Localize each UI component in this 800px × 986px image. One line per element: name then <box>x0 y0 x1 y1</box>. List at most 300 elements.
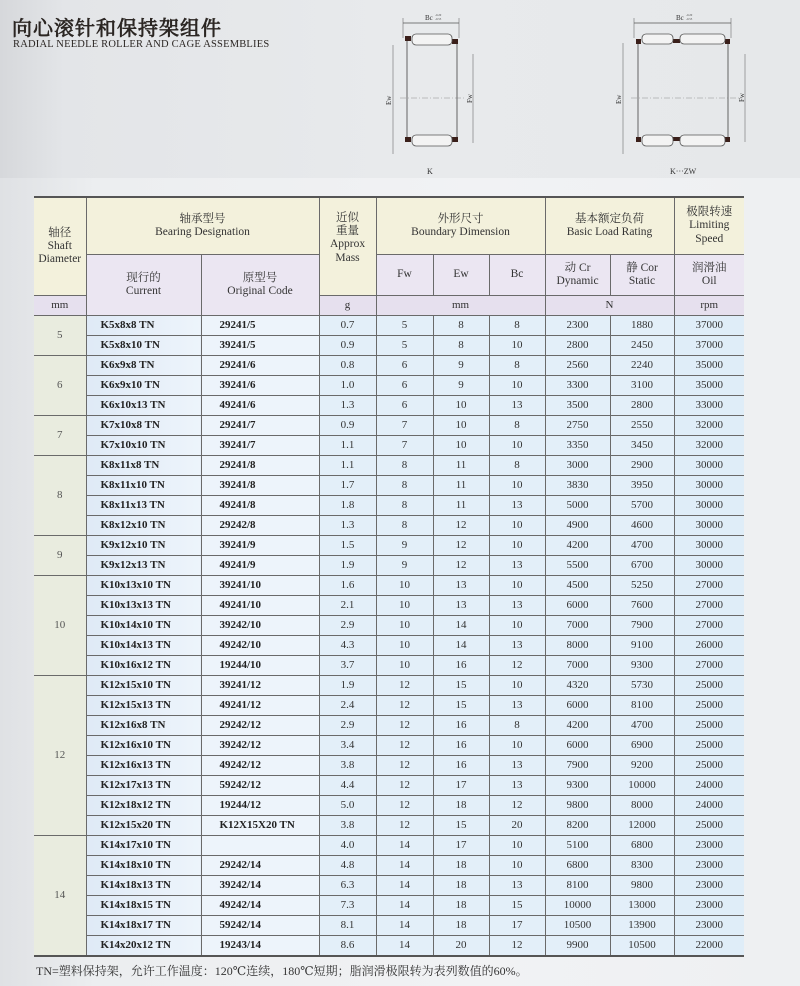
table-row <box>34 436 744 456</box>
original-code-cell: 19244/12 <box>201 796 319 816</box>
oil-speed-cell: 27000 <box>674 616 744 636</box>
bc-cell: 20 <box>489 816 545 836</box>
approx-mass-cell: 2.9 <box>319 616 376 636</box>
approx-mass-cell: 4.0 <box>319 836 376 856</box>
oil-speed-cell: 26000 <box>674 636 744 656</box>
fw-cell: 12 <box>376 816 433 836</box>
table-row <box>34 456 744 476</box>
current-designation-cell: K6x10x13 TN <box>86 396 201 416</box>
ew-cell: 9 <box>433 356 489 376</box>
table-row <box>34 536 744 556</box>
ew-cell: 10 <box>433 436 489 456</box>
fw-cell: 5 <box>376 336 433 356</box>
dynamic-load-cell: 2560 <box>545 356 610 376</box>
oil-speed-cell: 30000 <box>674 476 744 496</box>
approx-mass-cell: 4.8 <box>319 856 376 876</box>
dynamic-load-cell: 9300 <box>545 776 610 796</box>
dynamic-load-cell: 9900 <box>545 936 610 957</box>
table-row <box>34 716 744 736</box>
fw-cell: 14 <box>376 876 433 896</box>
original-code-cell: 39241/9 <box>201 536 319 556</box>
table-row <box>34 356 744 376</box>
table-row <box>34 876 744 896</box>
dynamic-load-cell: 7000 <box>545 656 610 676</box>
fw-cell: 8 <box>376 496 433 516</box>
dynamic-load-cell: 4900 <box>545 516 610 536</box>
oil-speed-cell: 22000 <box>674 936 744 957</box>
header-ew: Ew <box>433 255 489 296</box>
fw-cell: 7 <box>376 436 433 456</box>
static-load-cell: 9800 <box>610 876 674 896</box>
static-load-cell: 4600 <box>610 516 674 536</box>
fw-cell: 12 <box>376 676 433 696</box>
original-code-cell: 49241/8 <box>201 496 319 516</box>
dynamic-load-cell: 10000 <box>545 896 610 916</box>
original-code-cell: K12X15X20 TN <box>201 816 319 836</box>
approx-mass-cell: 0.8 <box>319 356 376 376</box>
fw-cell: 9 <box>376 556 433 576</box>
diagram-k-label: K <box>427 167 433 176</box>
current-designation-cell: K14x18x13 TN <box>86 876 201 896</box>
original-code-cell: 29241/6 <box>201 356 319 376</box>
bc-cell: 17 <box>489 916 545 936</box>
bc-cell: 15 <box>489 896 545 916</box>
current-designation-cell: K5x8x8 TN <box>86 316 201 336</box>
ew-cell: 13 <box>433 576 489 596</box>
header-bearing-designation: 轴承型号 Bearing Designation <box>86 197 319 255</box>
original-code-cell: 19244/10 <box>201 656 319 676</box>
oil-speed-cell: 25000 <box>674 696 744 716</box>
static-load-cell: 8300 <box>610 856 674 876</box>
current-designation-cell: K9x12x13 TN <box>86 556 201 576</box>
approx-mass-cell: 1.9 <box>319 556 376 576</box>
current-designation-cell: K8x11x13 TN <box>86 496 201 516</box>
bc-cell: 13 <box>489 776 545 796</box>
dynamic-load-cell: 8200 <box>545 816 610 836</box>
approx-mass-cell: 3.4 <box>319 736 376 756</box>
oil-speed-cell: 32000 <box>674 416 744 436</box>
current-designation-cell: K5x8x10 TN <box>86 336 201 356</box>
static-load-cell: 12000 <box>610 816 674 836</box>
header-approx-mass: 近似 重量 Approx Mass <box>319 197 376 296</box>
ew-cell: 18 <box>433 876 489 896</box>
fw-cell: 14 <box>376 836 433 856</box>
current-designation-cell: K10x13x10 TN <box>86 576 201 596</box>
current-designation-cell: K7x10x10 TN <box>86 436 201 456</box>
dynamic-load-cell: 5000 <box>545 496 610 516</box>
fw-cell: 10 <box>376 616 433 636</box>
ew-cell: 15 <box>433 696 489 716</box>
ew-cell: 15 <box>433 816 489 836</box>
ew-cell: 18 <box>433 856 489 876</box>
original-code-cell: 39241/10 <box>201 576 319 596</box>
bc-cell: 10 <box>489 476 545 496</box>
static-load-cell: 4700 <box>610 716 674 736</box>
static-load-cell: 3950 <box>610 476 674 496</box>
table-row <box>34 776 744 796</box>
dynamic-load-cell: 4500 <box>545 576 610 596</box>
dynamic-load-cell: 6000 <box>545 736 610 756</box>
static-load-cell: 5730 <box>610 676 674 696</box>
current-designation-cell: K6x9x8 TN <box>86 356 201 376</box>
dynamic-load-cell: 3000 <box>545 456 610 476</box>
spec-table-body <box>34 316 744 957</box>
table-row <box>34 576 744 596</box>
table-row <box>34 896 744 916</box>
fw-cell: 12 <box>376 796 433 816</box>
bc-cell: 10 <box>489 676 545 696</box>
shaft-diameter-cell: 12 <box>34 676 86 836</box>
oil-speed-cell: 30000 <box>674 556 744 576</box>
bc-cell: 12 <box>489 656 545 676</box>
unit-shaft: mm <box>34 296 86 316</box>
ew-cell: 12 <box>433 556 489 576</box>
table-row <box>34 516 744 536</box>
current-designation-cell: K10x13x13 TN <box>86 596 201 616</box>
current-designation-cell: K12x15x13 TN <box>86 696 201 716</box>
page-title-cn: 向心滚针和保持架组件 <box>12 18 222 40</box>
approx-mass-cell: 0.7 <box>319 316 376 336</box>
ew-cell: 11 <box>433 476 489 496</box>
oil-speed-cell: 35000 <box>674 356 744 376</box>
shaft-diameter-cell: 7 <box>34 416 86 456</box>
static-load-cell: 7600 <box>610 596 674 616</box>
original-code-cell: 29241/7 <box>201 416 319 436</box>
fw-cell: 6 <box>376 356 433 376</box>
original-code-cell: 39241/12 <box>201 676 319 696</box>
static-load-cell: 13900 <box>610 916 674 936</box>
current-designation-cell: K14x18x17 TN <box>86 916 201 936</box>
bc-cell: 13 <box>489 756 545 776</box>
original-code-cell: 39241/6 <box>201 376 319 396</box>
dynamic-load-cell: 3350 <box>545 436 610 456</box>
oil-speed-cell: 30000 <box>674 456 744 476</box>
table-row <box>34 376 744 396</box>
tol-lower: -0.55 <box>686 17 693 21</box>
original-code-cell: 39242/10 <box>201 616 319 636</box>
approx-mass-cell: 0.9 <box>319 416 376 436</box>
table-row <box>34 756 744 776</box>
ew-cell: 8 <box>433 316 489 336</box>
dynamic-load-cell: 2300 <box>545 316 610 336</box>
oil-speed-cell: 30000 <box>674 516 744 536</box>
oil-speed-cell: 37000 <box>674 316 744 336</box>
header-current: 现行的 Current <box>86 255 201 316</box>
table-row <box>34 336 744 356</box>
approx-mass-cell: 1.9 <box>319 676 376 696</box>
approx-mass-cell: 4.3 <box>319 636 376 656</box>
table-row <box>34 696 744 716</box>
tol-upper: -0.20 <box>686 13 693 17</box>
original-code-cell: 39241/7 <box>201 436 319 456</box>
fw-cell: 8 <box>376 456 433 476</box>
original-code-cell: 49241/9 <box>201 556 319 576</box>
approx-mass-cell: 1.5 <box>319 536 376 556</box>
diagram-k-zw <box>606 8 766 178</box>
header-limiting-speed: 极限转速 Limiting Speed <box>674 197 744 255</box>
bc-cell: 8 <box>489 416 545 436</box>
table-row <box>34 496 744 516</box>
ew-cell: 20 <box>433 936 489 957</box>
current-designation-cell: K14x18x10 TN <box>86 856 201 876</box>
fw-cell: 12 <box>376 756 433 776</box>
original-code-cell: 29241/5 <box>201 316 319 336</box>
ew-cell: 16 <box>433 716 489 736</box>
ew-cell: 9 <box>433 376 489 396</box>
approx-mass-cell: 2.4 <box>319 696 376 716</box>
needle-cage-kzw-drawing <box>606 8 766 178</box>
dynamic-load-cell: 5100 <box>545 836 610 856</box>
static-load-cell: 10000 <box>610 776 674 796</box>
static-load-cell: 10500 <box>610 936 674 957</box>
oil-speed-cell: 27000 <box>674 596 744 616</box>
current-designation-cell: K12x18x12 TN <box>86 796 201 816</box>
dim-bc-label: Bc <box>676 14 684 22</box>
table-row <box>34 736 744 756</box>
current-designation-cell: K12x15x20 TN <box>86 816 201 836</box>
ew-cell: 11 <box>433 456 489 476</box>
fw-cell: 7 <box>376 416 433 436</box>
shaft-diameter-cell: 5 <box>34 316 86 356</box>
shaft-diameter-cell: 8 <box>34 456 86 536</box>
fw-cell: 12 <box>376 776 433 796</box>
approx-mass-cell: 2.9 <box>319 716 376 736</box>
static-load-cell: 2240 <box>610 356 674 376</box>
static-load-cell: 1880 <box>610 316 674 336</box>
dynamic-load-cell: 10500 <box>545 916 610 936</box>
fw-cell: 10 <box>376 656 433 676</box>
approx-mass-cell: 3.7 <box>319 656 376 676</box>
current-designation-cell: K12x16x10 TN <box>86 736 201 756</box>
approx-mass-cell: 1.3 <box>319 396 376 416</box>
bc-cell: 10 <box>489 536 545 556</box>
dynamic-load-cell: 4200 <box>545 716 610 736</box>
fw-cell: 6 <box>376 396 433 416</box>
approx-mass-cell: 1.3 <box>319 516 376 536</box>
oil-speed-cell: 27000 <box>674 656 744 676</box>
original-code-cell: 49242/14 <box>201 896 319 916</box>
fw-cell: 10 <box>376 576 433 596</box>
original-code-cell: 39241/8 <box>201 476 319 496</box>
approx-mass-cell: 6.3 <box>319 876 376 896</box>
ew-cell: 13 <box>433 596 489 616</box>
current-designation-cell: K7x10x8 TN <box>86 416 201 436</box>
current-designation-cell: K10x14x13 TN <box>86 636 201 656</box>
fw-cell: 5 <box>376 316 433 336</box>
ew-cell: 16 <box>433 656 489 676</box>
approx-mass-cell: 7.3 <box>319 896 376 916</box>
bc-cell: 10 <box>489 736 545 756</box>
bc-cell: 10 <box>489 436 545 456</box>
approx-mass-cell: 4.4 <box>319 776 376 796</box>
unit-boundary: mm <box>376 296 545 316</box>
approx-mass-cell: 2.1 <box>319 596 376 616</box>
diagram-kzw-label: K···ZW <box>670 167 697 176</box>
current-designation-cell: K14x20x12 TN <box>86 936 201 957</box>
ew-cell: 14 <box>433 616 489 636</box>
dynamic-load-cell: 7000 <box>545 616 610 636</box>
table-row <box>34 416 744 436</box>
static-load-cell: 9200 <box>610 756 674 776</box>
original-code-cell: 49242/12 <box>201 756 319 776</box>
dynamic-load-cell: 3830 <box>545 476 610 496</box>
bc-cell: 10 <box>489 856 545 876</box>
static-load-cell: 8100 <box>610 696 674 716</box>
static-load-cell: 6900 <box>610 736 674 756</box>
ew-cell: 16 <box>433 756 489 776</box>
bc-cell: 10 <box>489 376 545 396</box>
static-load-cell: 7900 <box>610 616 674 636</box>
bc-cell: 12 <box>489 796 545 816</box>
dynamic-load-cell: 4200 <box>545 536 610 556</box>
bc-cell: 13 <box>489 876 545 896</box>
dynamic-load-cell: 7900 <box>545 756 610 776</box>
dynamic-load-cell: 2750 <box>545 416 610 436</box>
bc-cell: 10 <box>489 336 545 356</box>
bc-cell: 10 <box>489 616 545 636</box>
oil-speed-cell: 37000 <box>674 336 744 356</box>
oil-speed-cell: 32000 <box>674 436 744 456</box>
table-row <box>34 636 744 656</box>
oil-speed-cell: 25000 <box>674 716 744 736</box>
static-load-cell: 8000 <box>610 796 674 816</box>
table-row <box>34 856 744 876</box>
needle-cage-k-drawing <box>385 8 495 178</box>
shaft-diameter-cell: 10 <box>34 576 86 676</box>
current-designation-cell: K12x17x13 TN <box>86 776 201 796</box>
header-basic-load-rating: 基本额定负荷 Basic Load Rating <box>545 197 674 255</box>
oil-speed-cell: 24000 <box>674 776 744 796</box>
bc-cell: 10 <box>489 576 545 596</box>
dim-ew-label: Ew <box>385 95 393 105</box>
ew-cell: 14 <box>433 636 489 656</box>
fw-cell: 14 <box>376 916 433 936</box>
unit-speed: rpm <box>674 296 744 316</box>
unit-mass: g <box>319 296 376 316</box>
dynamic-load-cell: 3300 <box>545 376 610 396</box>
header-static: 静 Cor Static <box>610 255 674 296</box>
dynamic-load-cell: 6000 <box>545 696 610 716</box>
bc-cell: 13 <box>489 556 545 576</box>
original-code-cell: 49241/6 <box>201 396 319 416</box>
tol-lower: -0.55 <box>435 17 442 21</box>
table-row <box>34 616 744 636</box>
dim-bc-label: Bc <box>425 14 433 22</box>
current-designation-cell: K14x17x10 TN <box>86 836 201 856</box>
current-designation-cell: K10x14x10 TN <box>86 616 201 636</box>
fw-cell: 6 <box>376 376 433 396</box>
ew-cell: 16 <box>433 736 489 756</box>
dynamic-load-cell: 8100 <box>545 876 610 896</box>
dynamic-load-cell: 3500 <box>545 396 610 416</box>
bc-cell: 13 <box>489 496 545 516</box>
original-code-cell: 29241/8 <box>201 456 319 476</box>
original-code-cell: 59242/12 <box>201 776 319 796</box>
header-fw: Fw <box>376 255 433 296</box>
original-code-cell: 39241/5 <box>201 336 319 356</box>
tol-upper: -0.20 <box>435 13 442 17</box>
oil-speed-cell: 30000 <box>674 496 744 516</box>
header-oil: 润滑油 Oil <box>674 255 744 296</box>
bc-cell: 10 <box>489 516 545 536</box>
current-designation-cell: K8x11x10 TN <box>86 476 201 496</box>
oil-speed-cell: 25000 <box>674 816 744 836</box>
approx-mass-cell: 3.8 <box>319 756 376 776</box>
header-dynamic: 动 Cr Dynamic <box>545 255 610 296</box>
bc-cell: 13 <box>489 396 545 416</box>
fw-cell: 10 <box>376 636 433 656</box>
table-row <box>34 656 744 676</box>
oil-speed-cell: 25000 <box>674 676 744 696</box>
current-designation-cell: K8x12x10 TN <box>86 516 201 536</box>
ew-cell: 8 <box>433 336 489 356</box>
current-designation-cell: K12x16x13 TN <box>86 756 201 776</box>
ew-cell: 18 <box>433 916 489 936</box>
dynamic-load-cell: 8000 <box>545 636 610 656</box>
ew-cell: 17 <box>433 776 489 796</box>
current-designation-cell: K8x11x8 TN <box>86 456 201 476</box>
fw-cell: 14 <box>376 856 433 876</box>
ew-cell: 10 <box>433 416 489 436</box>
approx-mass-cell: 1.7 <box>319 476 376 496</box>
ew-cell: 12 <box>433 536 489 556</box>
static-load-cell: 2800 <box>610 396 674 416</box>
bc-cell: 8 <box>489 456 545 476</box>
oil-speed-cell: 27000 <box>674 576 744 596</box>
approx-mass-cell: 8.1 <box>319 916 376 936</box>
static-load-cell: 13000 <box>610 896 674 916</box>
bc-cell: 8 <box>489 356 545 376</box>
oil-speed-cell: 25000 <box>674 736 744 756</box>
oil-speed-cell: 23000 <box>674 916 744 936</box>
original-code-cell: 29242/12 <box>201 716 319 736</box>
original-code-cell: 39242/12 <box>201 736 319 756</box>
original-code-cell: 19243/14 <box>201 936 319 957</box>
table-row <box>34 396 744 416</box>
static-load-cell: 9300 <box>610 656 674 676</box>
diagram-k <box>385 8 495 178</box>
dim-fw-label: Fw <box>466 94 474 103</box>
current-designation-cell: K10x16x12 TN <box>86 656 201 676</box>
static-load-cell: 6800 <box>610 836 674 856</box>
fw-cell: 8 <box>376 516 433 536</box>
table-row <box>34 596 744 616</box>
original-code-cell: 29242/14 <box>201 856 319 876</box>
current-designation-cell: K6x9x10 TN <box>86 376 201 396</box>
dynamic-load-cell: 4320 <box>545 676 610 696</box>
current-designation-cell: K12x16x8 TN <box>86 716 201 736</box>
static-load-cell: 2550 <box>610 416 674 436</box>
static-load-cell: 6700 <box>610 556 674 576</box>
approx-mass-cell: 1.8 <box>319 496 376 516</box>
header-original-code: 原型号 Original Code <box>201 255 319 316</box>
dynamic-load-cell: 6800 <box>545 856 610 876</box>
bc-cell: 10 <box>489 836 545 856</box>
original-code-cell: 49241/10 <box>201 596 319 616</box>
ew-cell: 17 <box>433 836 489 856</box>
oil-speed-cell: 30000 <box>674 536 744 556</box>
static-load-cell: 2900 <box>610 456 674 476</box>
table-row <box>34 556 744 576</box>
dim-ew-label: Ew <box>615 94 623 104</box>
static-load-cell: 3450 <box>610 436 674 456</box>
static-load-cell: 2450 <box>610 336 674 356</box>
table-row <box>34 676 744 696</box>
ew-cell: 12 <box>433 516 489 536</box>
original-code-cell: 49241/12 <box>201 696 319 716</box>
static-load-cell: 5700 <box>610 496 674 516</box>
page-title-en: RADIAL NEEDLE ROLLER AND CAGE ASSEMBLIES <box>13 39 270 50</box>
